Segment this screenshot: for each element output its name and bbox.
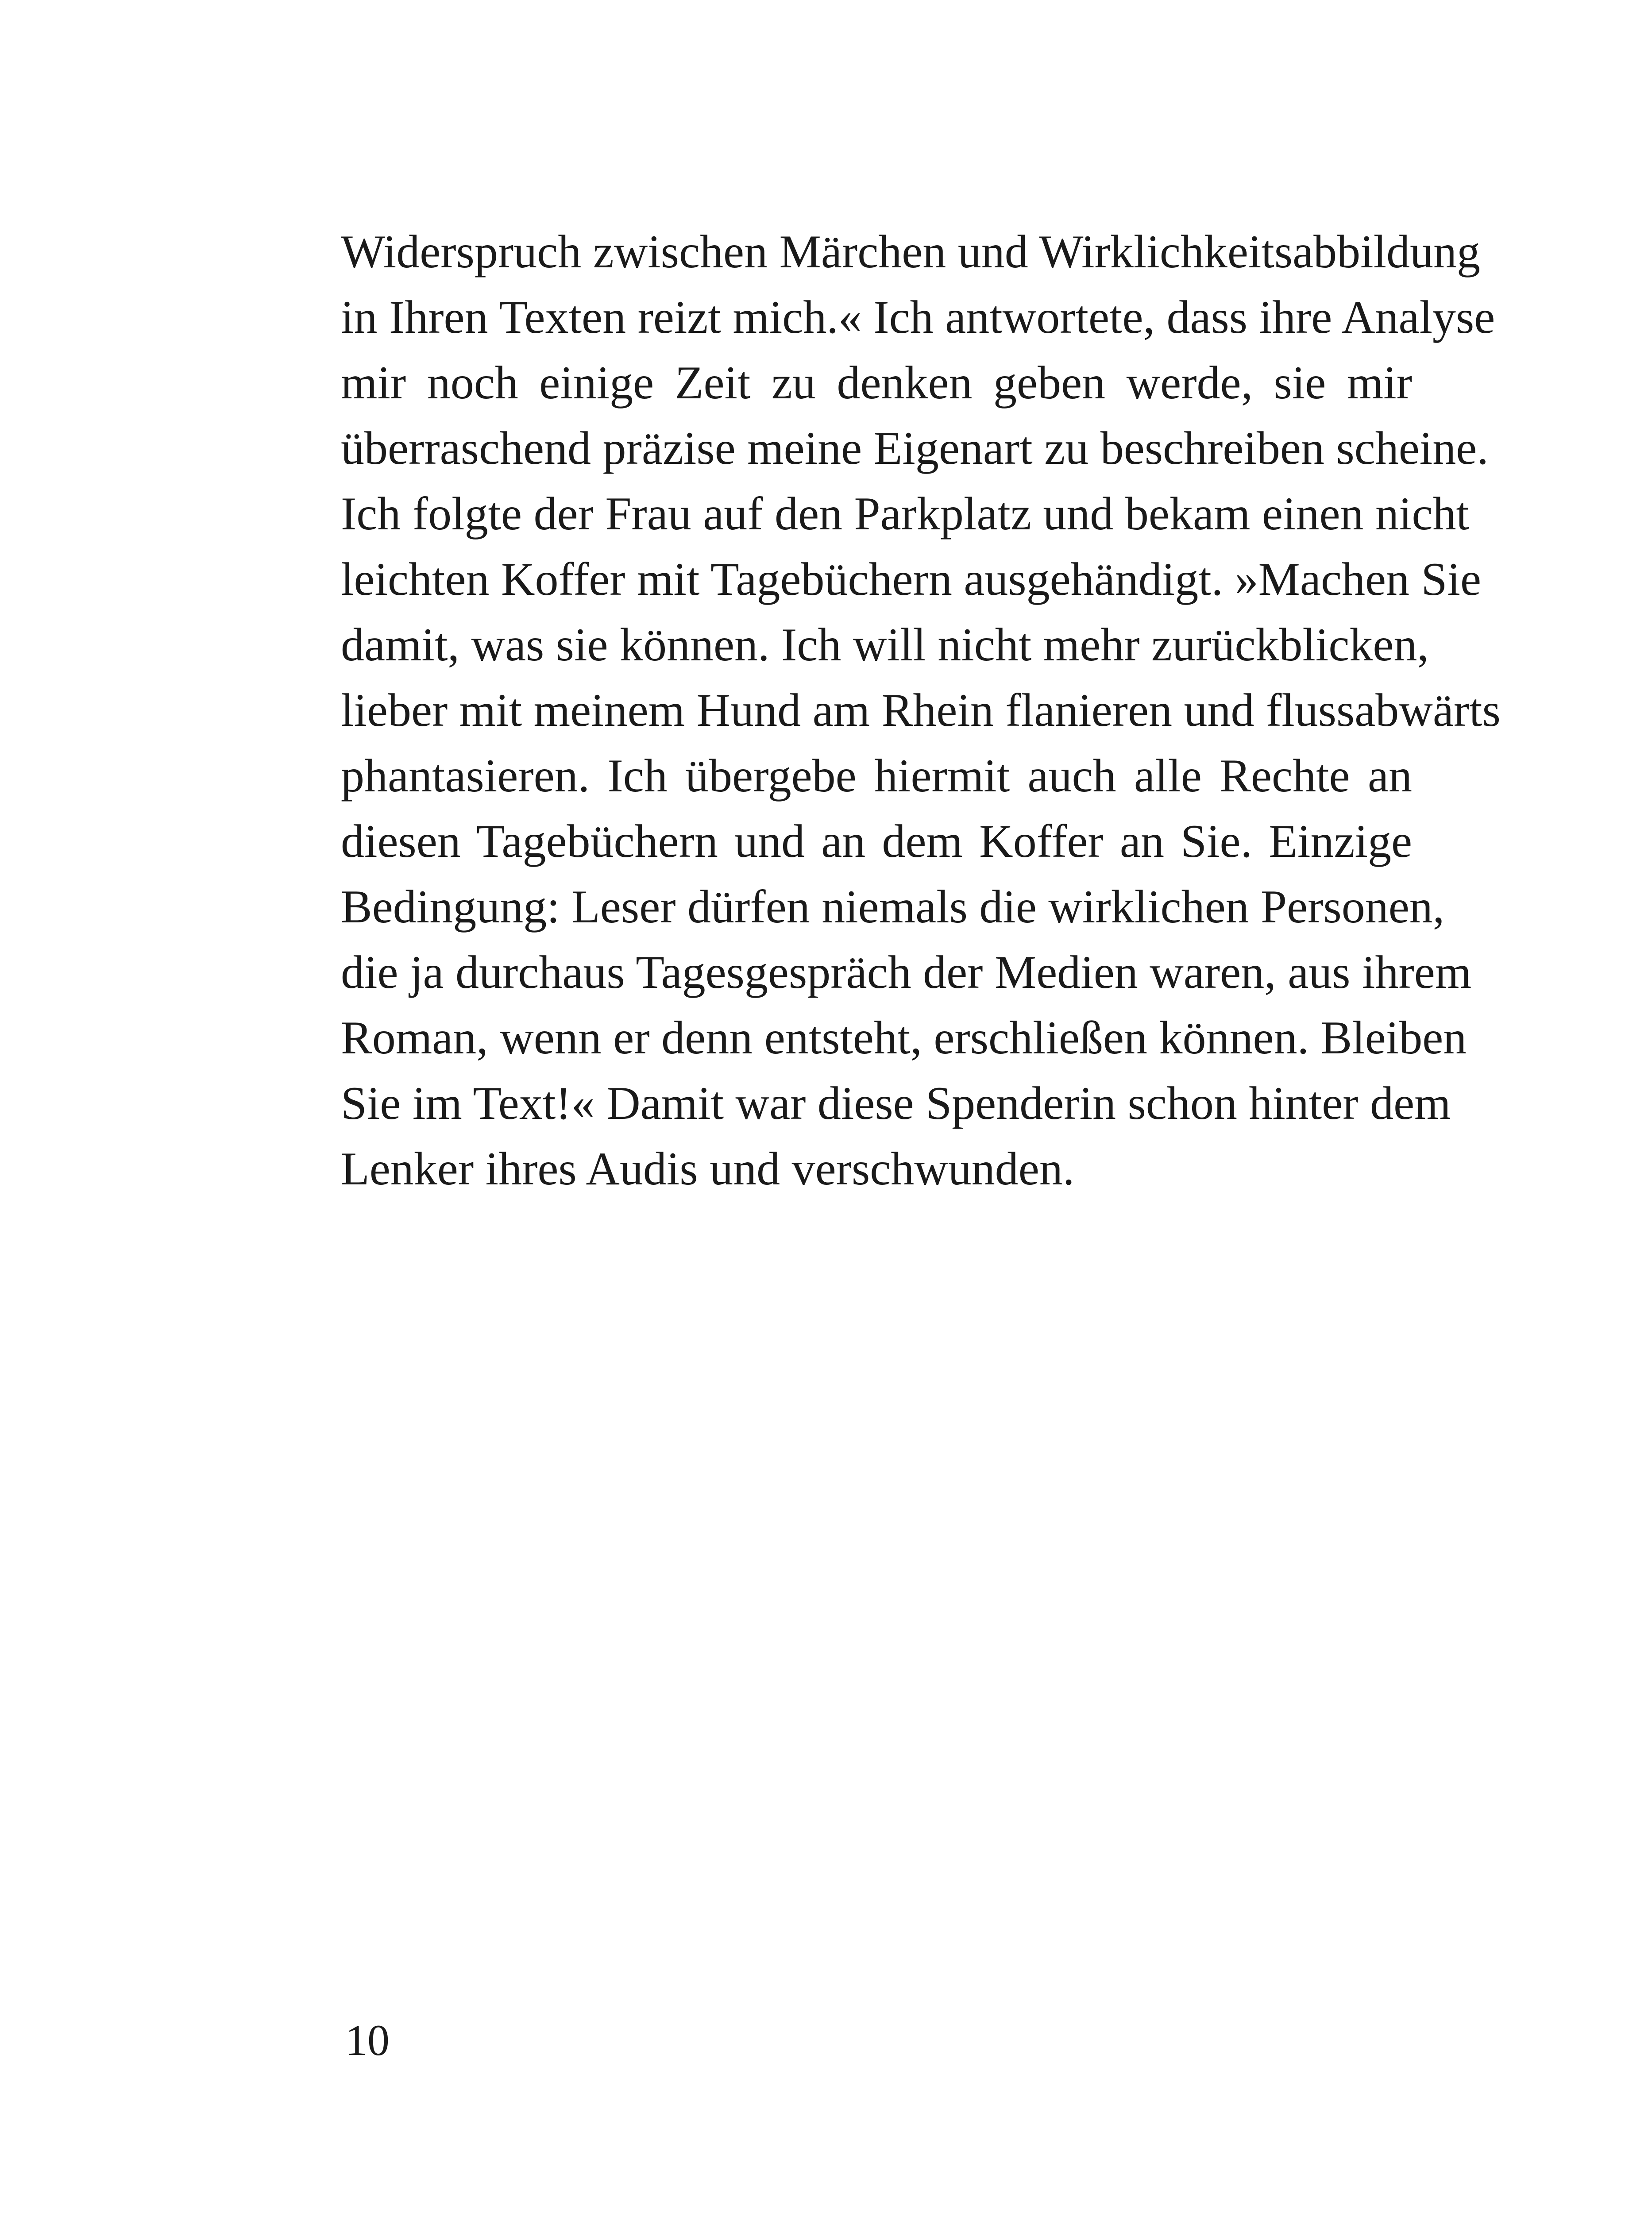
text-line: die ja durchaus Tagesgespräch der Medien waren, aus ihrem	[341, 946, 1472, 998]
text-line: Bedingung: Leser dürfen niemals die wirklichen Personen,	[341, 881, 1445, 933]
text-line: diesen Tagebüchern und an dem Koffer an Sie. Einzige	[341, 815, 1412, 867]
page-number: 10	[345, 2016, 390, 2065]
text-line: mir noch einige Zeit zu denken geben werde, sie mir	[341, 357, 1412, 409]
text-line: in Ihren Texten reizt mich.« Ich antwortete, dass ihre Analyse	[341, 291, 1495, 343]
text-line: damit, was sie können. Ich will nicht mehr zurückblicken,	[341, 619, 1429, 671]
text-line: Ich folgte der Frau auf den Parkplatz und bekam einen nicht	[341, 488, 1469, 540]
text-line: leichten Koffer mit Tagebüchern ausgehändigt. »Machen Sie	[341, 553, 1481, 605]
body-paragraph	[341, 219, 1501, 1202]
text-line: Lenker ihres Audis und verschwunden.	[341, 1143, 1075, 1195]
text-line: Widerspruch zwischen Märchen und Wirklichkeitsabbildung	[341, 226, 1481, 278]
text-line: Sie im Text!« Damit war diese Spenderin schon hinter dem	[341, 1077, 1451, 1129]
text-line: lieber mit meinem Hund am Rhein flanieren und flussabwärts	[341, 684, 1501, 736]
text-line: überraschend präzise meine Eigenart zu beschreiben scheine.	[341, 422, 1489, 474]
text-line: phantasieren. Ich übergebe hiermit auch alle Rechte an	[341, 750, 1412, 802]
text-line: Roman, wenn er denn entsteht, erschließen können. Bleiben	[341, 1012, 1467, 1064]
